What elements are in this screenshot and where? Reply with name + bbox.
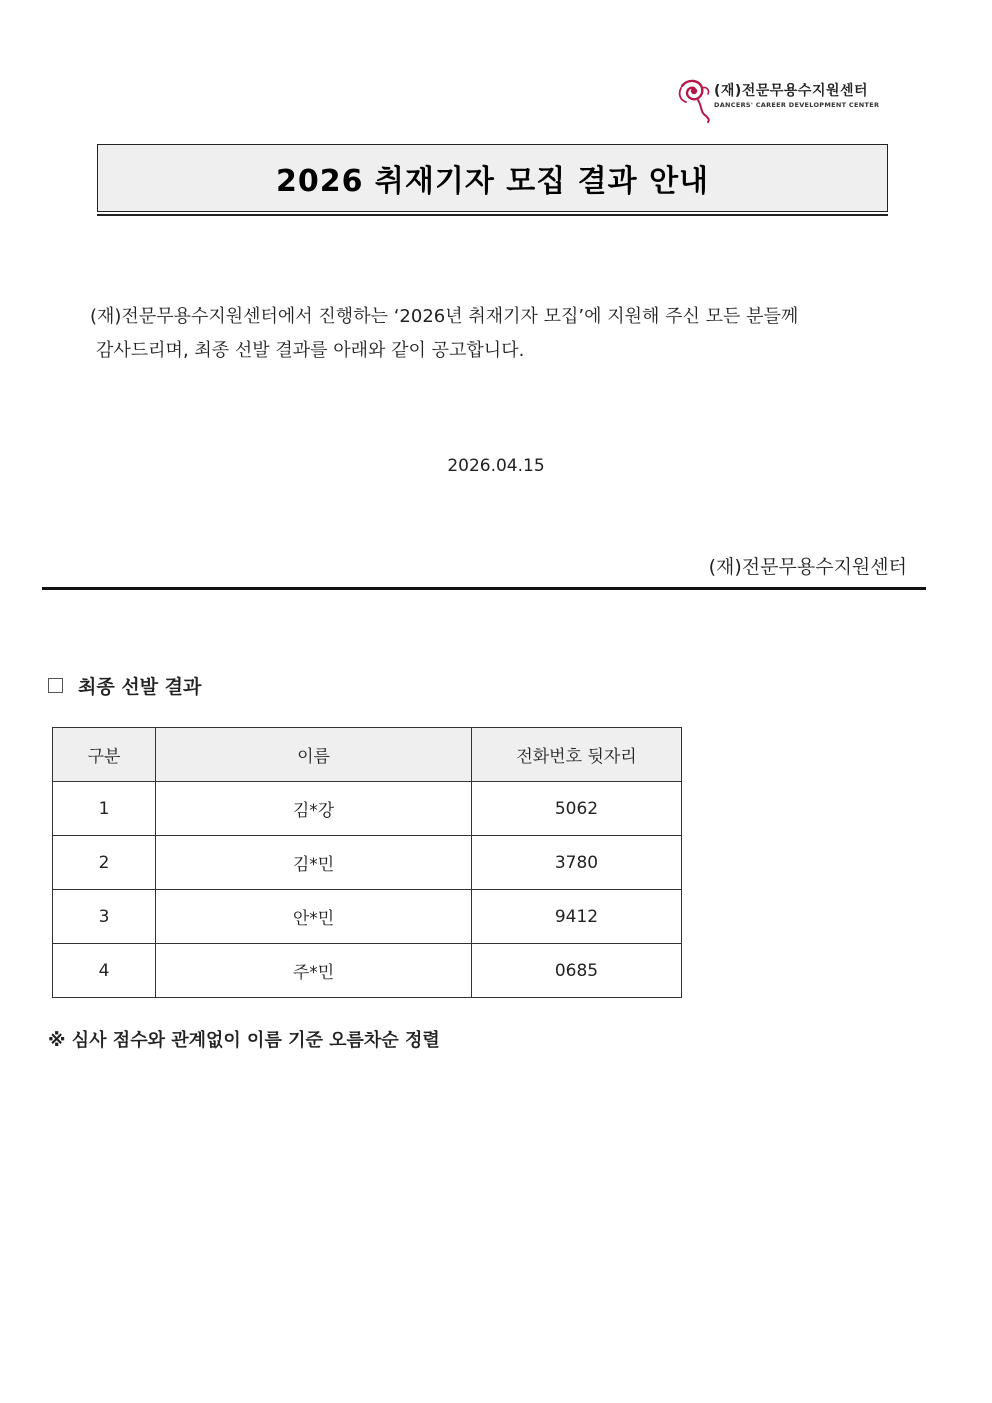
cell-number: 4 bbox=[53, 944, 156, 998]
cell-name: 안*민 bbox=[156, 890, 472, 944]
divider bbox=[42, 587, 926, 590]
table-row bbox=[53, 836, 682, 890]
table-row bbox=[53, 944, 682, 998]
cell-name: 김*민 bbox=[156, 836, 472, 890]
checkbox-icon bbox=[48, 678, 63, 693]
cell-number: 3 bbox=[53, 890, 156, 944]
header-phone-last-digits: 전화번호 뒷자리 bbox=[472, 728, 682, 782]
table-row bbox=[53, 782, 682, 836]
cell-name: 주*민 bbox=[156, 944, 472, 998]
cell-name: 김*강 bbox=[156, 782, 472, 836]
cell-phone: 0685 bbox=[472, 944, 682, 998]
sorting-note: ※ 심사 점수와 관계없이 이름 기준 오름차순 정렬 bbox=[48, 1030, 440, 1051]
intro-line-2: 감사드리며, 최종 선발 결과를 아래와 같이 공고합니다. bbox=[96, 340, 525, 361]
logo-name-en: DANCERS' CAREER DEVELOPMENT CENTER bbox=[714, 101, 880, 109]
cell-phone: 5062 bbox=[472, 782, 682, 836]
intro-line-1: (재)전문무용수지원센터에서 진행하는 ‘2026년 취재기자 모집’에 지원해 주신 모든 분들께 bbox=[90, 306, 799, 327]
results-table bbox=[52, 727, 682, 998]
logo-name-kr: (재)전문무용수지원센터 bbox=[714, 83, 869, 99]
header-category: 구분 bbox=[53, 728, 156, 782]
section-title: 최종 선발 결과 bbox=[78, 676, 202, 698]
logo bbox=[678, 76, 893, 124]
table-header-row bbox=[53, 728, 682, 782]
announcement-date: 2026.04.15 bbox=[447, 456, 545, 476]
cell-phone: 3780 bbox=[472, 836, 682, 890]
table-row bbox=[53, 890, 682, 944]
page-title: 2026 취재기자 모집 결과 안내 bbox=[275, 164, 710, 199]
organization-name: (재)전문무용수지원센터 bbox=[708, 556, 907, 578]
cell-number: 1 bbox=[53, 782, 156, 836]
section-heading bbox=[48, 672, 201, 699]
cell-phone: 9412 bbox=[472, 890, 682, 944]
title-box bbox=[97, 144, 888, 212]
intro-paragraph bbox=[90, 300, 910, 368]
dancer-logo-icon bbox=[678, 76, 712, 124]
header-name: 이름 bbox=[156, 728, 472, 782]
cell-number: 2 bbox=[53, 836, 156, 890]
